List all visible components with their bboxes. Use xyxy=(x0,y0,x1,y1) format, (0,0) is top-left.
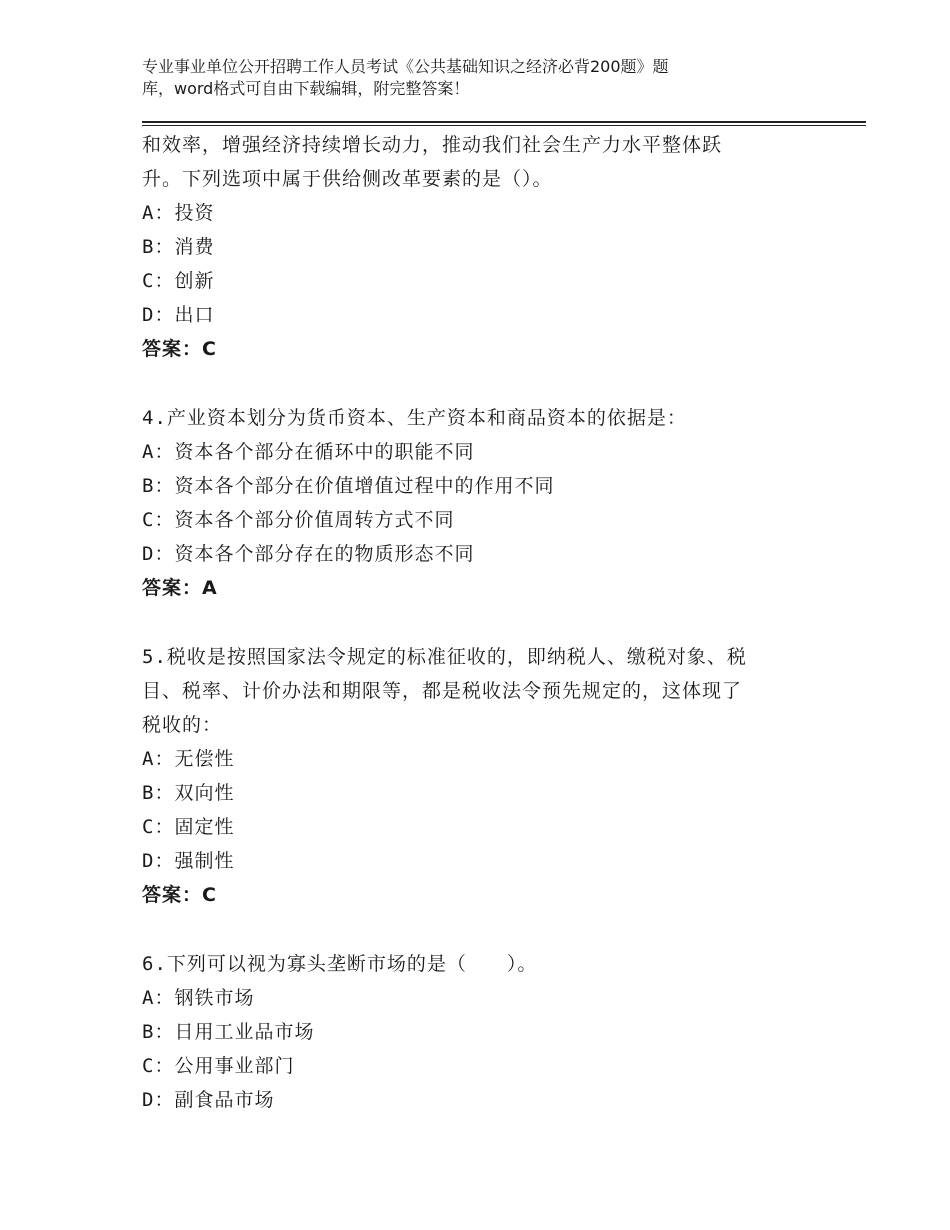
question-4 xyxy=(142,401,832,605)
option-b: B：资本各个部分在价值增值过程中的作用不同 xyxy=(142,475,555,497)
header-rule-thin xyxy=(142,125,866,126)
question-stem-line: 升。下列选项中属于供给侧改革要素的是（）。 xyxy=(142,168,553,190)
question-5 xyxy=(142,640,832,912)
option-b: B：日用工业品市场 xyxy=(142,1021,315,1043)
question-stem-line: 税收的： xyxy=(142,714,223,736)
question-stem-line: 目、税率、计价办法和期限等，都是税收法令预先规定的，这体现了 xyxy=(142,680,743,702)
spacer xyxy=(142,366,832,401)
option-b: B：双向性 xyxy=(142,782,235,804)
question-stem-line: 4.产业资本划分为货币资本、生产资本和商品资本的依据是： xyxy=(142,407,687,429)
question-stem-line: 5.税收是按照国家法令规定的标准征收的，即纳税人、缴税对象、税 xyxy=(142,646,747,668)
option-a: A：钢铁市场 xyxy=(142,987,255,1009)
document-body xyxy=(142,128,832,1117)
question-3 xyxy=(142,128,832,366)
option-d: D：资本各个部分存在的物质形态不同 xyxy=(142,543,475,565)
option-a: A：投资 xyxy=(142,202,215,224)
option-c: C：资本各个部分价值周转方式不同 xyxy=(142,509,455,531)
answer-label: 答案：C xyxy=(142,338,217,360)
option-a: A：无偿性 xyxy=(142,748,235,770)
question-6 xyxy=(142,947,832,1117)
header-line-1: 专业事业单位公开招聘工作人员考试《公共基础知识之经济必背200题》题 xyxy=(142,57,669,76)
answer-label: 答案：A xyxy=(142,577,218,599)
option-d: D：副食品市场 xyxy=(142,1089,275,1111)
spacer xyxy=(142,912,832,947)
header-rule-thick xyxy=(142,121,866,123)
header-line-2: 库，word格式可自由下载编辑，附完整答案！ xyxy=(142,79,470,98)
option-d: D：强制性 xyxy=(142,850,235,872)
option-a: A：资本各个部分在循环中的职能不同 xyxy=(142,441,475,463)
option-c: C：创新 xyxy=(142,270,215,292)
spacer xyxy=(142,605,832,640)
option-c: C：公用事业部门 xyxy=(142,1055,295,1077)
option-b: B：消费 xyxy=(142,236,215,258)
option-c: C：固定性 xyxy=(142,816,235,838)
question-stem-line: 和效率，增强经济持续增长动力，推动我们社会生产力水平整体跃 xyxy=(142,134,723,156)
question-stem-line: 6.下列可以视为寡头垄断市场的是（ ）。 xyxy=(142,953,538,975)
option-d: D：出口 xyxy=(142,304,215,326)
answer-label: 答案：C xyxy=(142,884,217,906)
page-header xyxy=(142,56,782,100)
